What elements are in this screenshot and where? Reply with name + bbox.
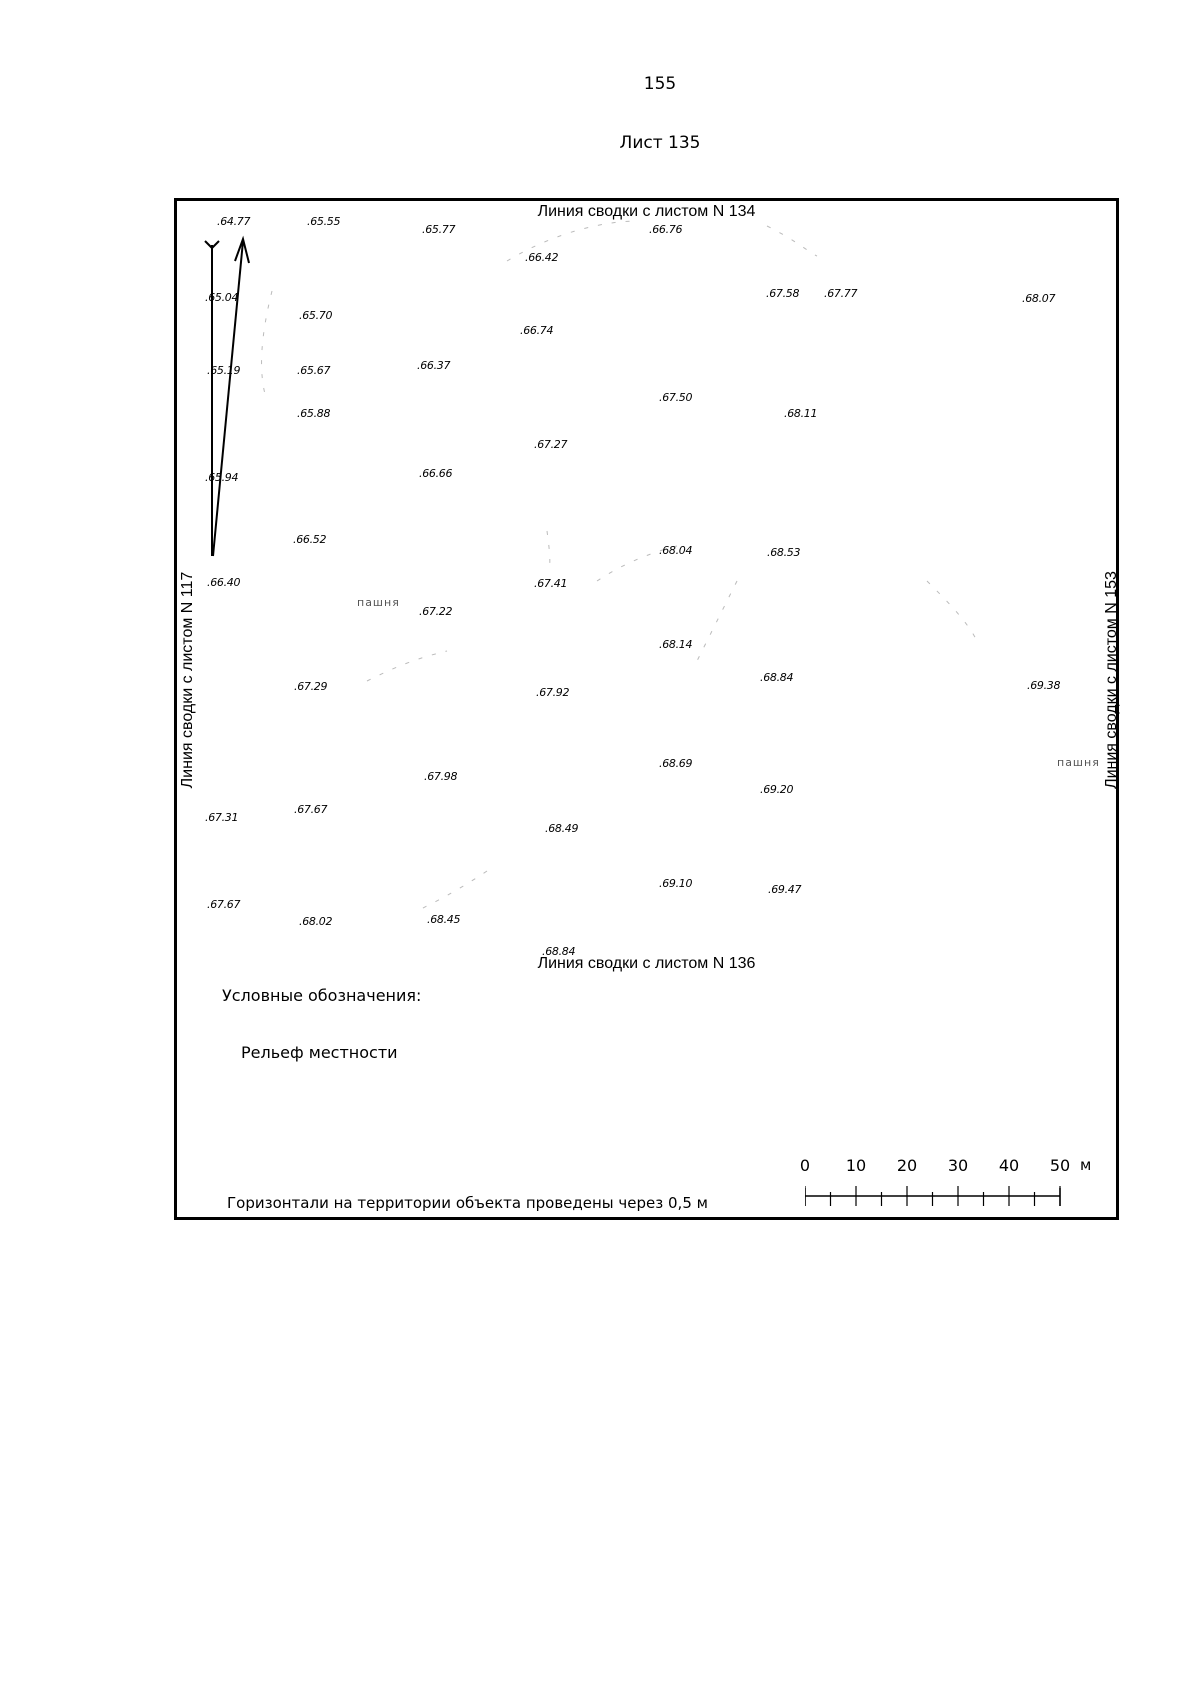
edge-label-left: Линия сводки с листом N 117 (179, 571, 196, 789)
spot-height-label: . 69.10 (659, 877, 692, 890)
spot-height-label: . 66.40 (207, 576, 240, 589)
spot-height-label: . 67.31 (205, 811, 238, 824)
spot-height-label: . 68.53 (767, 546, 800, 559)
spot-height-label: . 67.58 (766, 287, 799, 300)
spot-height-label: . 68.69 (659, 757, 692, 770)
spot-height-label: . 65.94 (205, 471, 238, 484)
scale-tick-label: 30 (947, 1156, 969, 1175)
spot-height-label: . 65.77 (422, 223, 455, 236)
spot-height-label: . 68.84 (542, 945, 575, 958)
spot-height-label: . 65.19 (207, 364, 240, 377)
sheet-title: Лист 135 (619, 133, 701, 153)
spot-height-label: . 66.52 (293, 533, 326, 546)
spot-height-label: . 64.77 (217, 215, 250, 228)
edge-label-top: Линия сводки с листом N 134 (537, 203, 756, 220)
scale-bar (799, 1156, 1105, 1216)
spot-height-label: . 67.29 (294, 680, 327, 693)
edge-label-bottom: Линия сводки с листом N 136 (537, 955, 756, 972)
map-canvas (177, 201, 1116, 1217)
spot-height-label: . 67.41 (534, 577, 567, 590)
spot-height-label: . 69.38 (1027, 679, 1060, 692)
spot-height-label: . 67.22 (419, 605, 452, 618)
spot-height-label: . 66.37 (417, 359, 450, 372)
scale-bar-graphic (805, 1156, 1105, 1216)
spot-height-label: . 68.45 (427, 913, 460, 926)
scale-unit: м (1080, 1156, 1092, 1174)
page-number: 155 (643, 74, 677, 94)
landuse-label: пашня (357, 596, 400, 609)
spot-height-label: . 68.02 (299, 915, 332, 928)
spot-height-label: . 65.67 (297, 364, 330, 377)
spot-height-label: . 69.47 (768, 883, 801, 896)
contour-lines (262, 221, 977, 911)
scale-tick-label: 0 (799, 1156, 811, 1175)
spot-height-label: . 65.55 (307, 215, 340, 228)
spot-height-label: . 66.42 (525, 251, 558, 264)
spot-height-label: . 67.98 (424, 770, 457, 783)
spot-height-label: . 65.04 (205, 291, 238, 304)
legend-relief-label: Рельеф местности (241, 1043, 398, 1062)
spot-height-label: . 66.76 (649, 223, 682, 236)
spot-height-label: . 68.49 (545, 822, 578, 835)
spot-height-label: . 69.20 (760, 783, 793, 796)
contour-interval-note: Горизонтали на территории объекта проведены через 0,5 м (227, 1194, 708, 1212)
spot-height-label: . 67.67 (207, 898, 240, 911)
spot-height-label: . 66.66 (419, 467, 452, 480)
scale-tick-label: 50 (1049, 1156, 1071, 1175)
spot-height-label: . 65.88 (297, 407, 330, 420)
north-arrow-icon (205, 239, 249, 556)
spot-height-label: . 67.92 (536, 686, 569, 699)
edge-label-right: Линия сводки с листом N 153 (1103, 571, 1120, 789)
spot-height-label: . 67.67 (294, 803, 327, 816)
spot-height-label: . 67.27 (534, 438, 567, 451)
spot-height-label: . 67.77 (824, 287, 857, 300)
scale-tick-label: 20 (896, 1156, 918, 1175)
scale-tick-label: 40 (998, 1156, 1020, 1175)
spot-height-label: . 68.07 (1022, 292, 1055, 305)
legend-title: Условные обозначения: (222, 986, 422, 1005)
spot-height-label: . 68.11 (784, 407, 817, 420)
spot-height-label: . 68.14 (659, 638, 692, 651)
spot-height-label: . 68.04 (659, 544, 692, 557)
landuse-label: пашня (1057, 756, 1100, 769)
map-frame (174, 198, 1119, 1220)
spot-height-label: . 66.74 (520, 324, 553, 337)
spot-height-label: . 68.84 (760, 671, 793, 684)
scale-tick-label: 10 (845, 1156, 867, 1175)
spot-height-label: . 67.50 (659, 391, 692, 404)
spot-height-label: . 65.70 (299, 309, 332, 322)
